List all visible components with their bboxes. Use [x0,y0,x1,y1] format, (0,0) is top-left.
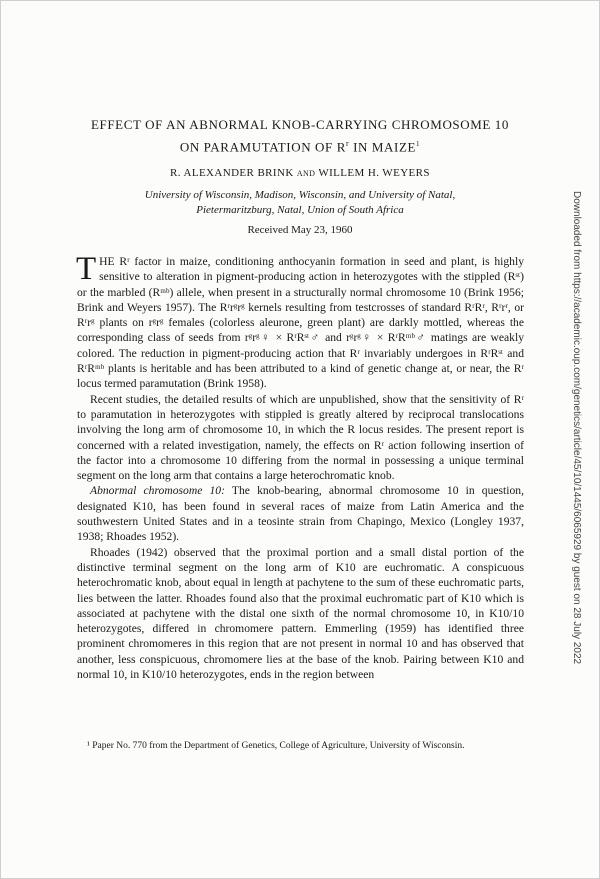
download-watermark: Downloaded from https://academic.oup.com/genetics/article/45/10/1445/6065929 by guest on 28 July 2022 [571,191,582,665]
title-footnote-mark: 1 [416,140,421,148]
drop-cap: T [76,251,97,287]
title-line-1: EFFECT OF AN ABNORMAL KNOB-CARRYING CHROMOSOME 10 [90,117,510,132]
paper-title [1,115,599,156]
footnote: ¹ Paper No. 770 from the Department of Genetics, College of Agriculture, University of Wisconsin. [87,741,465,751]
title-line-2: ON PARAMUTATION OF $R^r$ IN MAIZE$^1$ [179,139,421,155]
author-1: R. ALEXANDER BRINK [170,167,294,179]
paragraph-4: Rhoades (1942) observed that the proximal portion and a small distal portion of the distinctive terminal segment on the long arm of K10 are euchromatic. A conspicuous heterochromatic knob, about equal in length at pachytene to the sum of these euchromatic parts, lies between the latter. Rhoades found also that the proximal euchromatic part of K10 which is associated at pachytene with the distal one sixth of the normal chromosome 10, in K10/10 heterozygotes, differed in chromomere pattern. Emmerling (1959) has identified three prominent chromomeres in this region that are not present in normal 10 and has observed that another, less conspicuous, chromomere lies at the base of the knob. Pairing between K10 and normal 10, in K10/10 heterozygotes, ends in the region between [77,545,524,682]
paragraph-3: Abnormal chromosome 10: The knob-bearing, abnormal chromosome 10 in question, designated K10, has been found in several races of maize from Latin America and the southwestern United States and in a teosinte strain from Chapingo, Mexico (Longley 1937, 1938; Rhoades 1952). [77,484,524,544]
received-date: Received May 23, 1960 [247,224,353,236]
author-conjunction: AND [296,169,316,178]
author-line [1,167,599,179]
author-2: WILLEM H. WEYERS [318,167,430,179]
affiliation: University of Wisconsin, Madison, Wisconsin, and University of Natal, Pietermaritzburg, Natal, Union of South Africa [144,189,456,216]
paragraph-2: Recent studies, the detailed results of which are unpublished, show that the sensitivity of Rʳ to paramutation in heterozygotes with stippled is greatly altered by reciprocal translocations involving the long arm of chromosome 10, in which the R locus resides. The present report is concerned with a related investigation, namely, the effects on Rʳ action following insertion of the factor into a chromosome 10 differing from the normal in possessing a unique terminal segment on the long arm that contains a large heterochromatic knob. [77,392,524,483]
paragraph-1: THE Rʳ factor in maize, conditioning anthocyanin formation in seed and plant, is highly sensitive to alteration in pigment-producing action in heterozygotes with the stippled (Rˢᵗ) or the marbled (Rᵐᵇ) allele, when present in a structurally normal chromosome 10 (Brink 1956; Brink and Weyers 1957). The Rʳrᵍrᵍ kernels resulting from testcrosses of standard RʳRʳ, Rʳrʳ, or Rʳrᵍ plants on rᵍrᵍ females (colorless aleurone, green plant) are darkly mottled, whereas the corresponding class of seeds from rᵍrᵍ♀ × RʳRˢᵗ♂ and rᵍrᵍ♀ × RʳRᵐᵇ♂ matings are weakly colored. The reduction in pigment-producing action that Rʳ invariably undergoes in RʳRˢᵗ and RʳRᵐᵇ plants is heritable and has been attributed to a kind of genetic change at, or near, the Rʳ locus termed paramutation (Brink 1958). [76,251,524,391]
body-text [76,251,524,682]
section-lead: Abnormal chromosome 10: [90,484,225,498]
